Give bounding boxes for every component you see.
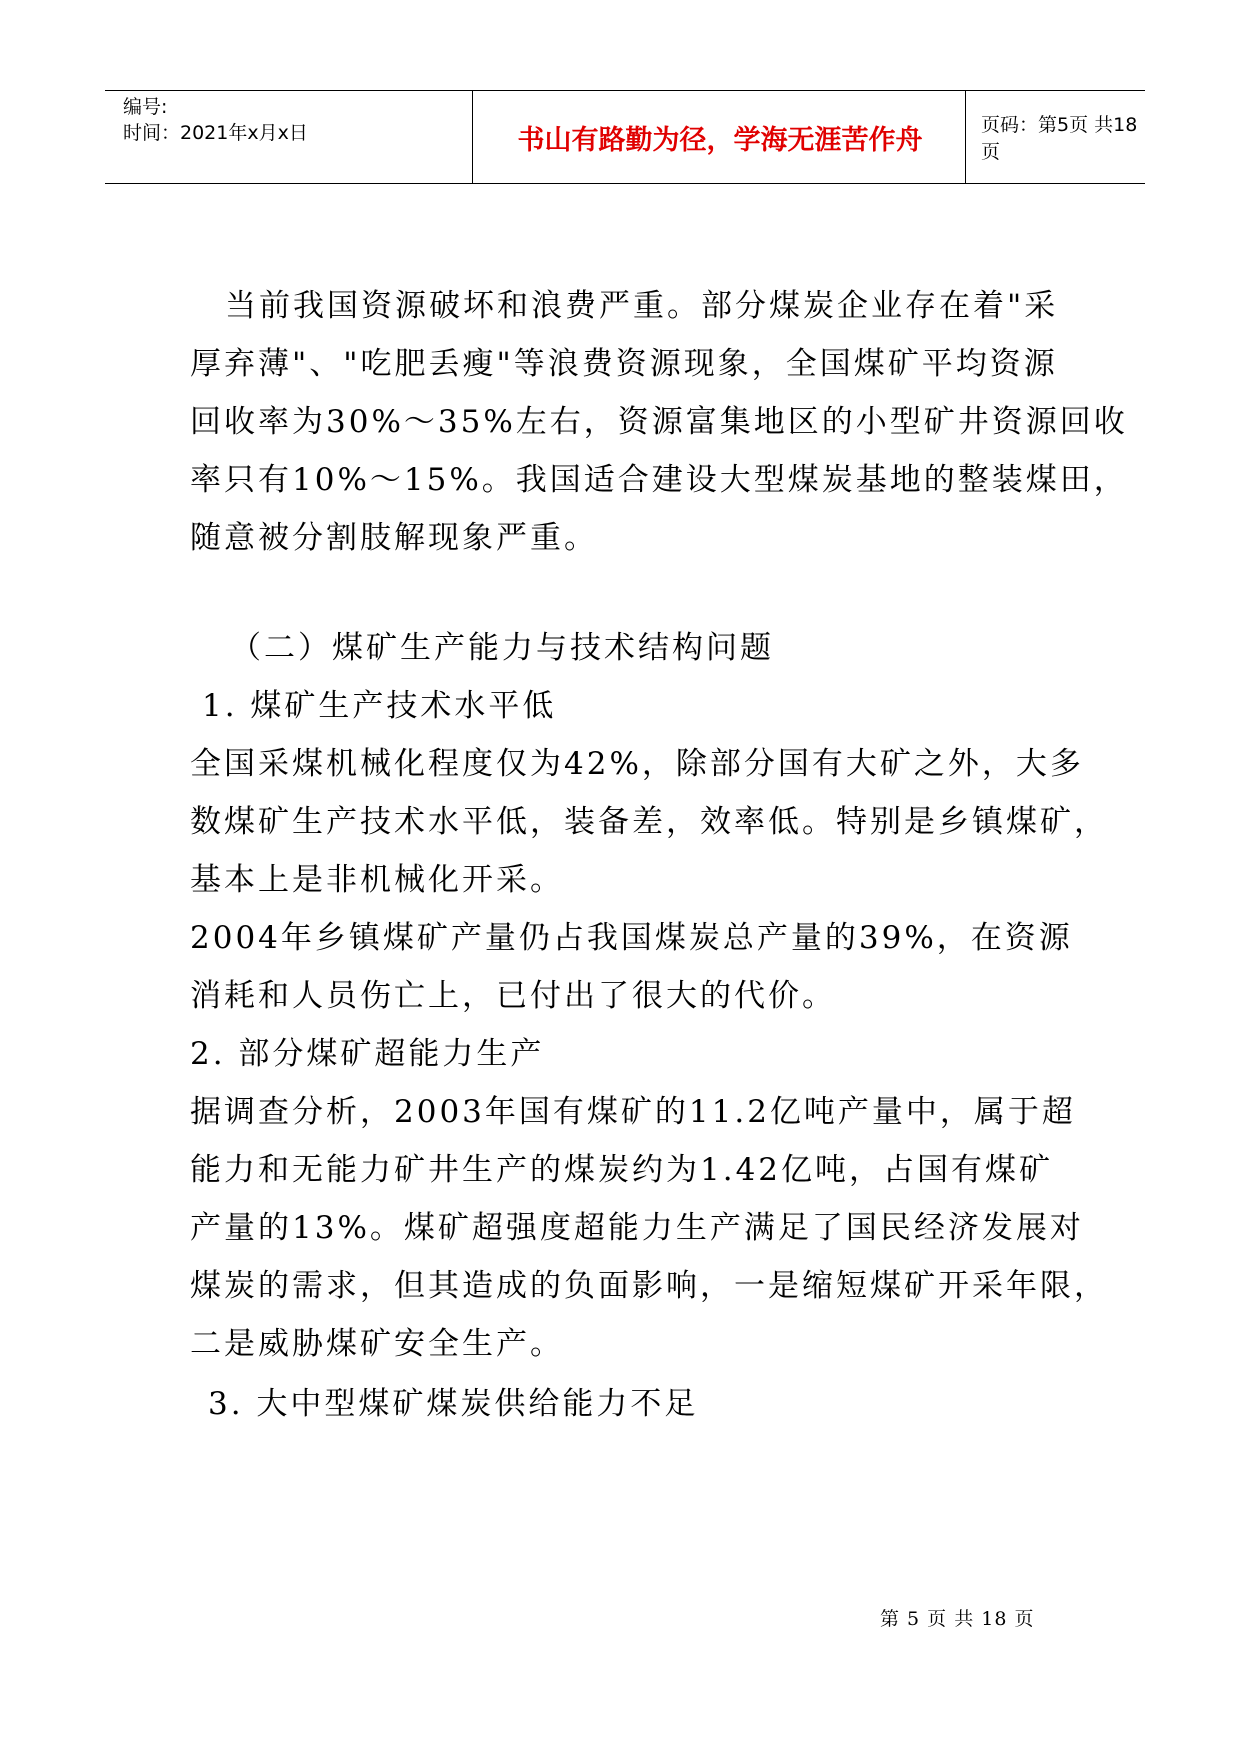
time-label: 时间：2021年x月x日 <box>123 122 308 144</box>
para4-line3: 产量的13%。煤矿超强度超能力生产满足了国民经济发展对 <box>190 1210 1084 1246</box>
para1-line4: 率只有10%～15%。我国适合建设大型煤炭基地的整装煤田， <box>190 462 1128 498</box>
header-divider-left <box>472 91 473 183</box>
para4-line1: 据调查分析，2003年国有煤矿的11.2亿吨产量中，属于超 <box>190 1094 1076 1130</box>
para1-line1: 当前我国资源破坏和浪费严重。部分煤炭企业存在着"采 <box>225 288 1059 324</box>
subheading-1: 1. 煤矿生产技术水平低 <box>202 688 557 724</box>
para2-line2: 数煤矿生产技术水平低，装备差，效率低。特别是乡镇煤矿， <box>190 804 1108 840</box>
para4-line4: 煤炭的需求，但其造成的负面影响，一是缩短煤矿开采年限， <box>190 1268 1108 1304</box>
header-motto: 书山有路勤为径，学海无涯苦作舟 <box>517 124 923 156</box>
para1-line2: 厚弃薄"、"吃肥丢瘦"等浪费资源现象，全国煤矿平均资源 <box>190 346 1058 382</box>
para3-line2: 消耗和人员伤亡上，已付出了很大的代价。 <box>190 978 836 1014</box>
header-meta <box>115 91 475 183</box>
para2-line1: 全国采煤机械化程度仅为42%，除部分国有大矿之外，大多 <box>190 746 1084 782</box>
header-divider-right <box>965 91 966 183</box>
page-header <box>105 90 1145 184</box>
section-heading: （二）煤矿生产能力与技术结构问题 <box>230 630 774 666</box>
page-footer: 第 5 页 共 18 页 <box>880 1608 1035 1630</box>
para1-line3: 回收率为30%～35%左右，资源富集地区的小型矿井资源回收 <box>190 404 1128 440</box>
para2-line3: 基本上是非机械化开采。 <box>190 862 564 898</box>
para4-line2: 能力和无能力矿井生产的煤炭约为1.42亿吨，占国有煤矿 <box>190 1152 1054 1188</box>
para1-line5: 随意被分割肢解现象严重。 <box>190 520 598 556</box>
para4-line5: 二是威胁煤矿安全生产。 <box>190 1326 564 1362</box>
header-page-info: 页码：第5页 共18页 <box>981 114 1138 163</box>
subheading-3: 3. 大中型煤矿煤炭供给能力不足 <box>208 1386 699 1422</box>
subheading-2: 2. 部分煤矿超能力生产 <box>190 1036 545 1072</box>
para3-line1: 2004年乡镇煤矿产量仍占我国煤炭总产量的39%，在资源 <box>190 920 1073 956</box>
serial-label: 编号: <box>123 96 168 118</box>
